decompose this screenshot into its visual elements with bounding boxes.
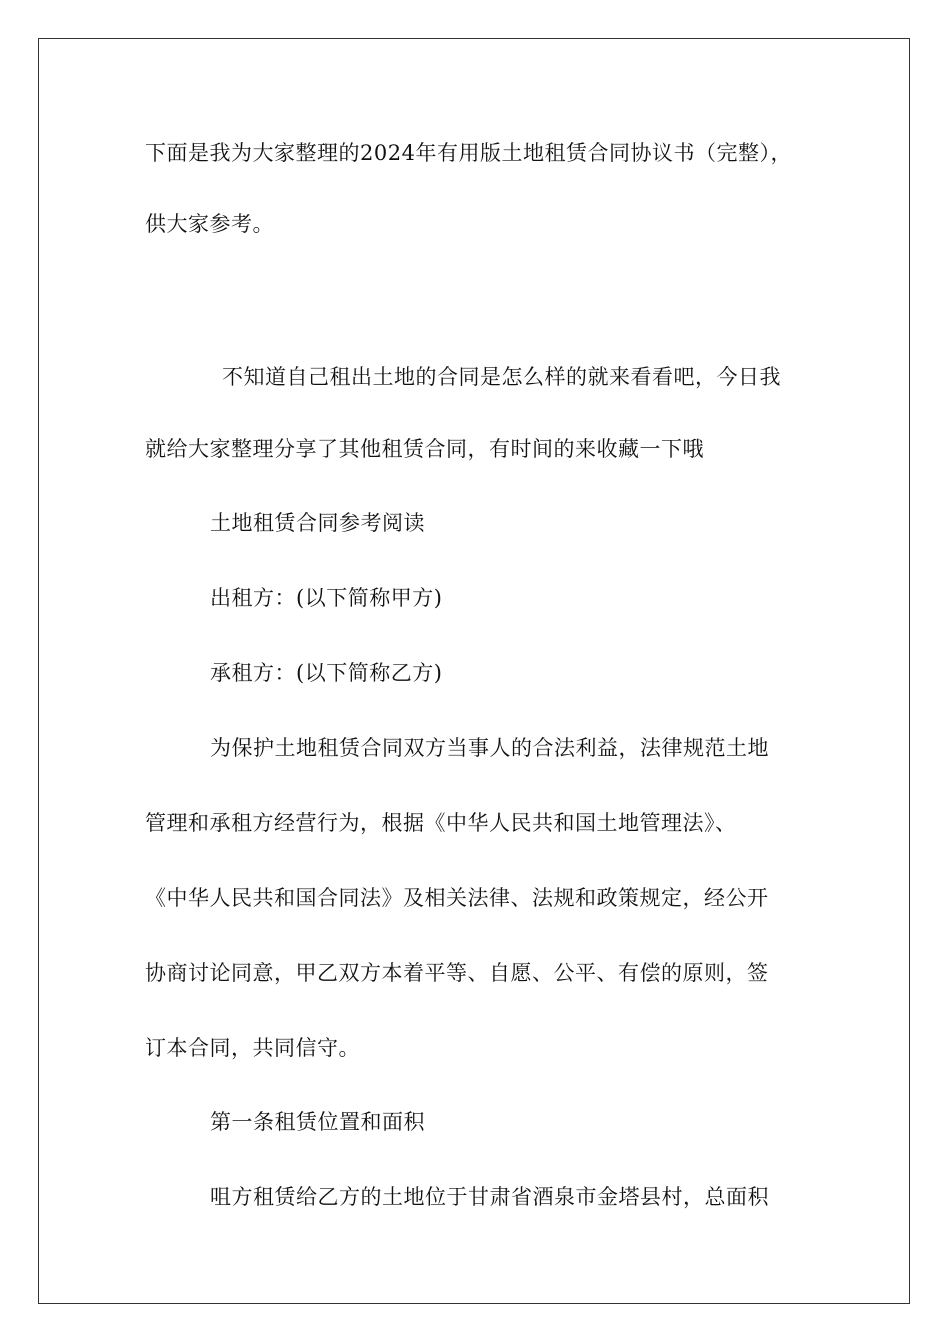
purpose-line-3: 《中华人民共和国合同法》及相关法律、法规和政策规定，经公开 <box>145 886 769 910</box>
lessee-line: 承租方：(以下简称乙方) <box>210 661 443 685</box>
contract-title: 土地租赁合同参考阅读 <box>210 511 425 535</box>
purpose-line-2: 管理和承租方经营行为，根据《中华人民共和国土地管理法》、 <box>145 811 737 835</box>
purpose-line-4: 协商讨论同意，甲乙双方本着平等、自愿、公平、有偿的原则，签 <box>145 961 769 985</box>
purpose-line-1: 为保护土地租赁合同双方当事人的合法利益，法律规范土地 <box>210 736 769 760</box>
article1-heading: 第一条租赁位置和面积 <box>210 1110 425 1134</box>
intro-line-2: 供大家参考。 <box>145 212 274 236</box>
preface-line-1: 不知道自己租出土地的合同是怎么样的就来看看吧，今日我 <box>222 365 781 389</box>
preface-line-2: 就给大家整理分享了其他租赁合同，有时间的来收藏一下哦 <box>145 437 704 461</box>
purpose-line-5: 订本合同，共同信守。 <box>145 1036 360 1060</box>
lessor-line: 出租方：(以下简称甲方) <box>210 586 443 610</box>
intro-line-1: 下面是我为大家整理的2024年有用版土地租赁合同协议书（完整）， <box>145 141 792 165</box>
article1-body-line-1: 咀方租赁给乙方的土地位于甘肃省酒泉市金塔县村，总面积 <box>210 1185 769 1209</box>
